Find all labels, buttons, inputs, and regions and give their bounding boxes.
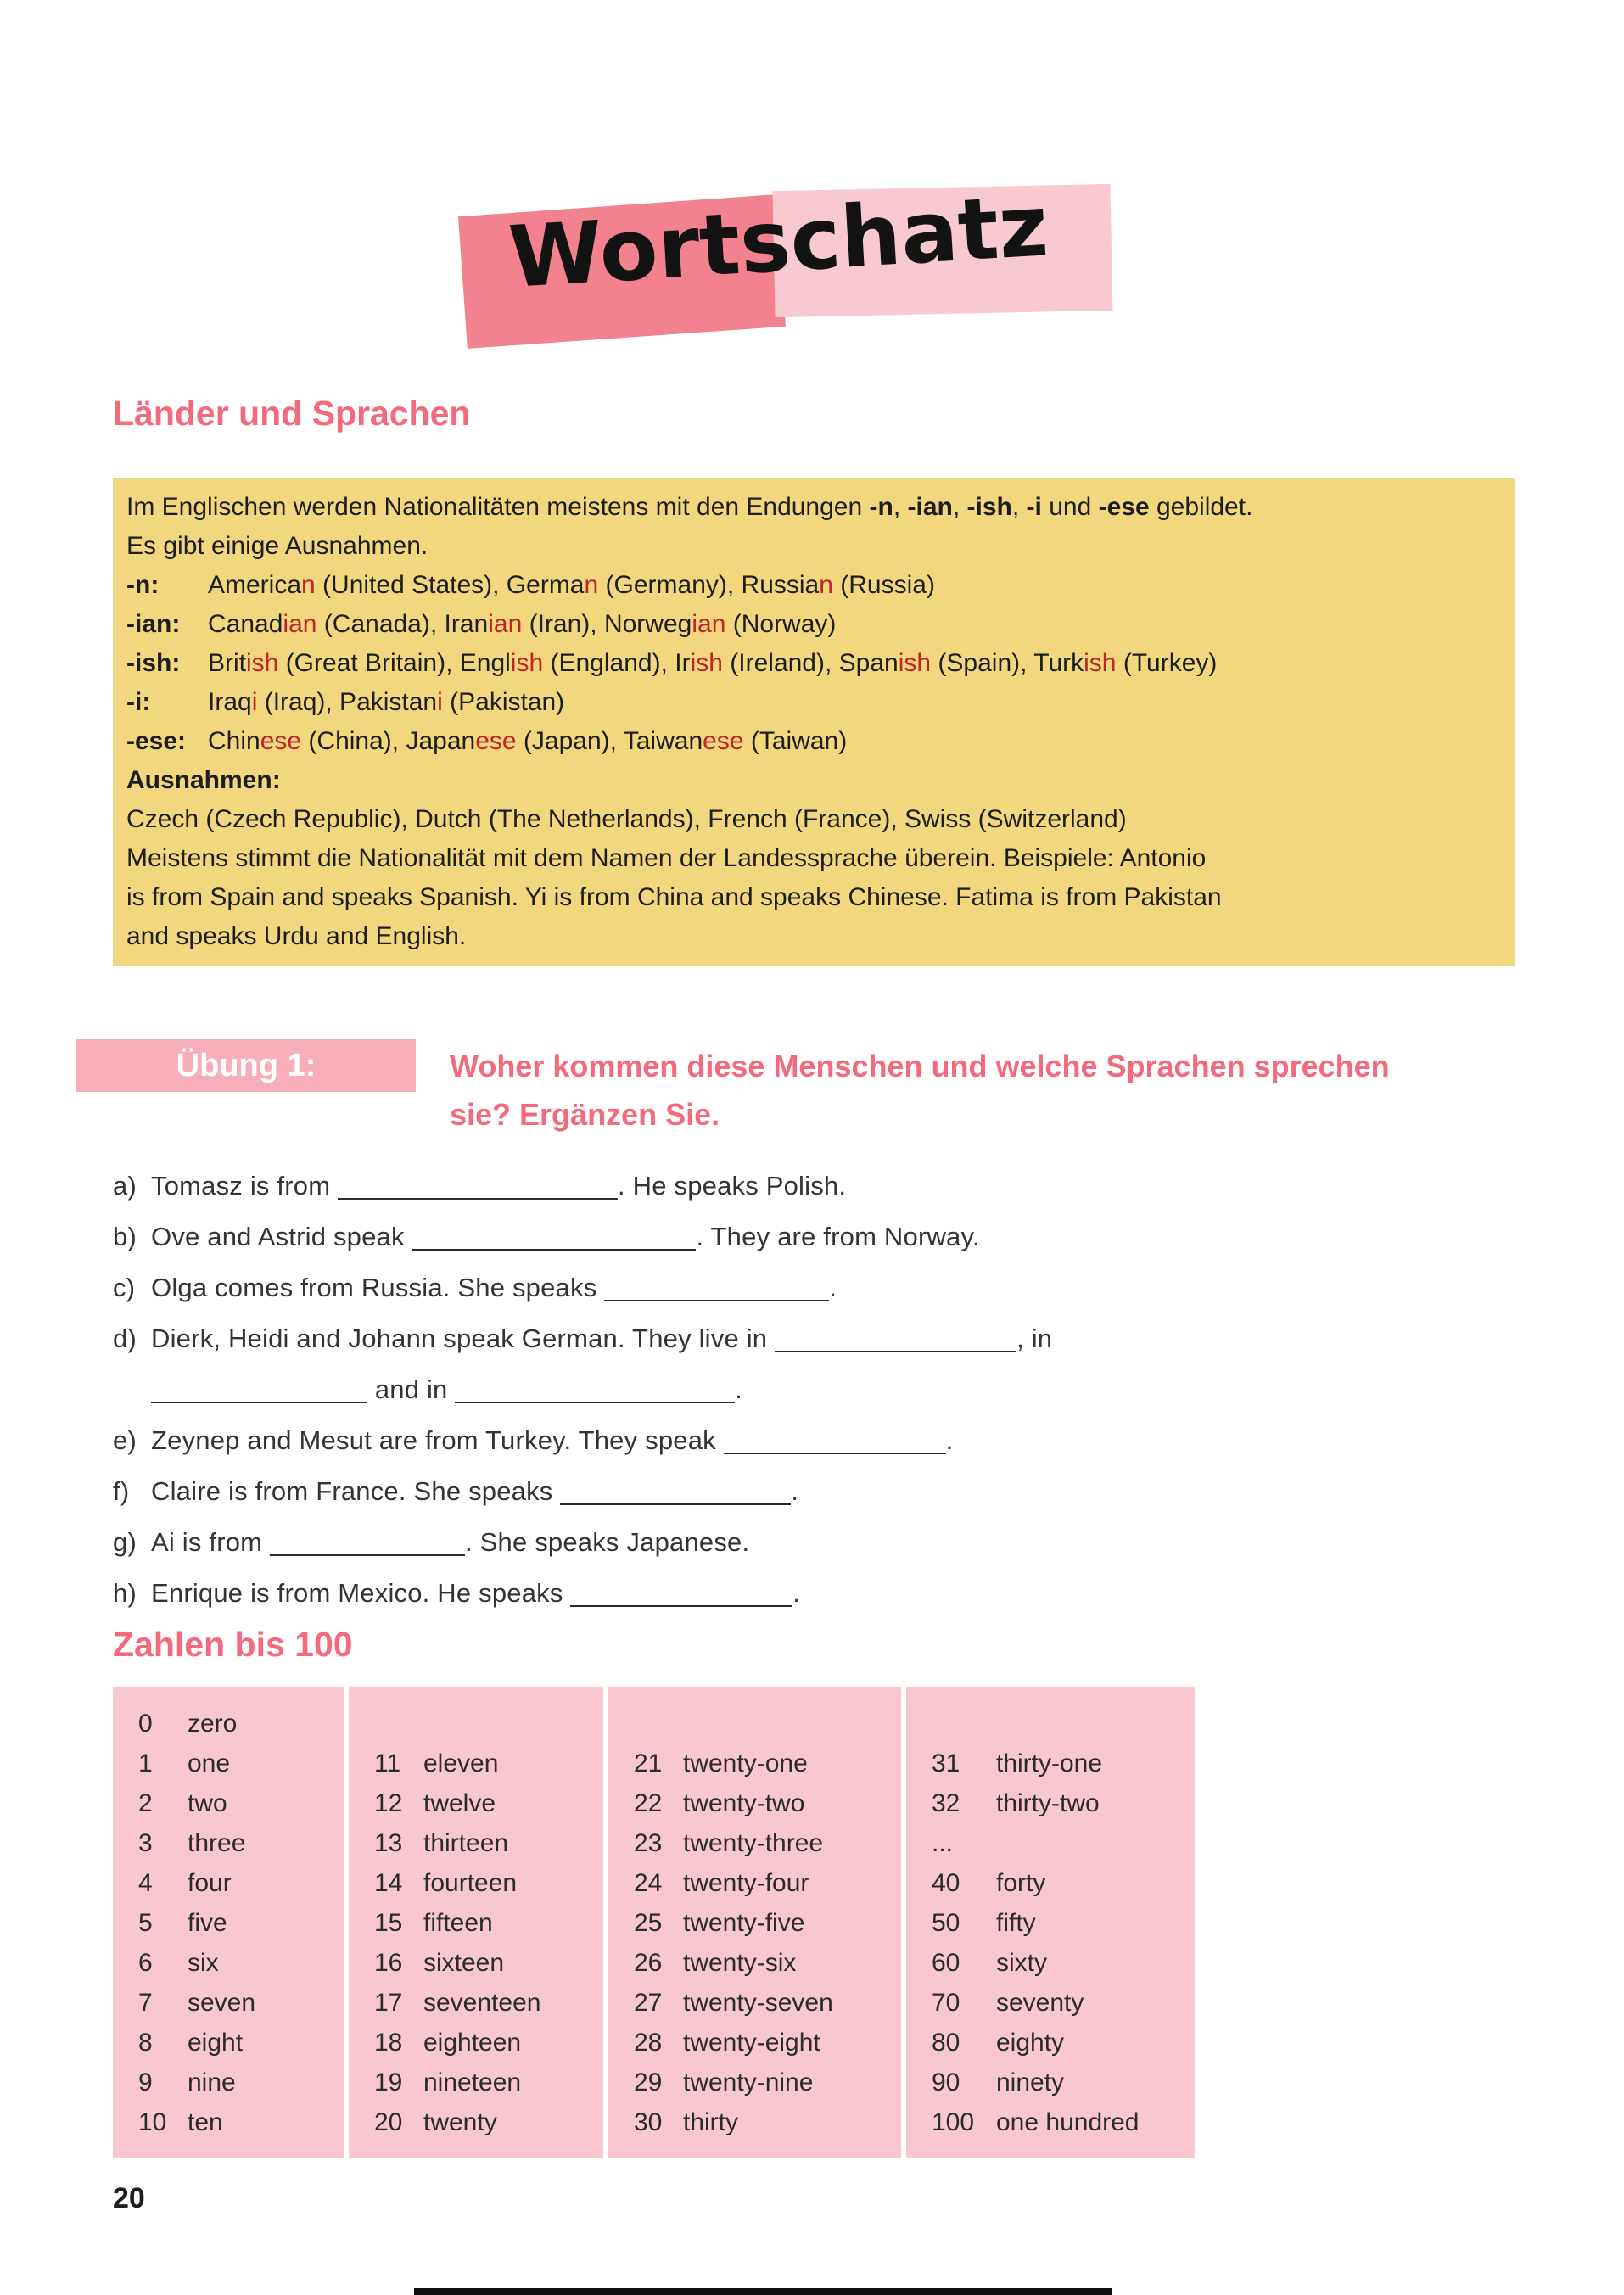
number-row xyxy=(138,1823,344,1863)
exercise-item-text: , in xyxy=(1016,1324,1053,1353)
exercise-1-instruction xyxy=(450,1042,1390,1139)
number-word: twenty xyxy=(423,2108,497,2136)
page-number: 20 xyxy=(113,2182,145,2214)
number-word: twenty-seven xyxy=(683,1989,833,2017)
number-word: twenty-three xyxy=(683,1829,824,1857)
number-row xyxy=(932,1744,1195,1783)
number-value: 27 xyxy=(634,1989,663,2017)
number-row xyxy=(634,1983,901,2023)
number-row xyxy=(932,1983,1195,2023)
number-word: six xyxy=(188,1949,219,1977)
info-row-text: Im Englischen werden Nationalitäten meistens mit den Endungen -n, -ian, -ish, -i und -ese gebildet. xyxy=(126,493,1253,521)
exercise-item-text: . He speaks Polish. xyxy=(618,1171,847,1201)
number-value: 50 xyxy=(932,1909,960,1937)
number-row xyxy=(374,1903,603,1943)
exercise-1-label: Übung 1: xyxy=(176,1047,316,1083)
number-row xyxy=(138,1903,344,1943)
info-row xyxy=(126,722,1501,761)
number-word: eighteen xyxy=(423,2029,522,2057)
number-row xyxy=(138,1744,344,1783)
number-value xyxy=(374,1704,423,1744)
exercise-item-text: . xyxy=(791,1476,799,1506)
number-value: 19 xyxy=(374,2068,403,2096)
fill-in-blank xyxy=(412,1215,696,1251)
info-row xyxy=(126,839,1501,878)
exercise-1-label-box xyxy=(76,1039,416,1092)
info-row xyxy=(126,917,1501,956)
number-value: 26 xyxy=(634,1949,663,1977)
number-value: 90 xyxy=(932,2068,960,2096)
info-row-text: Meistens stimmt die Nationalität mit dem Namen der Landessprache überein. Beispiele: Antonio xyxy=(126,844,1207,872)
number-word: fourteen xyxy=(423,1869,518,1897)
number-word: twenty-nine xyxy=(683,2068,814,2096)
number-row xyxy=(138,1863,344,1903)
exercise-item-text: and in xyxy=(367,1374,456,1404)
numbers-table xyxy=(113,1687,1195,2158)
exercise-item xyxy=(113,1212,1572,1262)
numbers-column xyxy=(906,1687,1195,2158)
info-row xyxy=(126,761,1501,800)
info-row xyxy=(126,644,1501,683)
number-value: 7 xyxy=(138,1989,153,2017)
info-row-text: Czech (Czech Republic), Dutch (The Netherlands), French (France), Swiss (Switzerland) xyxy=(126,805,1127,833)
number-row xyxy=(932,2023,1195,2063)
number-word: eleven xyxy=(423,1749,499,1777)
number-row xyxy=(634,2023,901,2063)
number-row xyxy=(374,1943,603,1983)
number-word: fifteen xyxy=(423,1909,493,1937)
number-value: 60 xyxy=(932,1949,960,1977)
number-row xyxy=(634,1744,901,1783)
exercise-item-label: f) xyxy=(113,1476,130,1506)
number-row xyxy=(634,2063,901,2102)
number-value: 17 xyxy=(374,1989,403,2017)
exercise-item-label: g) xyxy=(113,1527,137,1557)
number-value: 100 xyxy=(932,2108,975,2136)
number-word: seventeen xyxy=(423,1989,541,2017)
exercise-item-text: Zeynep and Mesut are from Turkey. They speak xyxy=(151,1425,724,1455)
numbers-column xyxy=(113,1687,344,2158)
number-word: twenty-two xyxy=(683,1789,805,1817)
number-row xyxy=(932,1704,1195,1744)
fill-in-blank xyxy=(151,1368,367,1403)
number-value: 3 xyxy=(138,1829,153,1857)
number-row xyxy=(138,1783,344,1823)
number-value: 70 xyxy=(932,1989,960,2017)
number-word: nine xyxy=(188,2068,236,2096)
info-row xyxy=(126,488,1501,527)
number-word: seventy xyxy=(996,1989,1084,2017)
number-row xyxy=(932,1783,1195,1823)
numbers-column xyxy=(608,1687,901,2158)
exercise-item-text: Enrique is from Mexico. He speaks xyxy=(151,1578,571,1608)
info-row xyxy=(126,605,1501,644)
number-word: fifty xyxy=(996,1909,1036,1937)
number-value: 31 xyxy=(932,1749,960,1777)
exercise-item xyxy=(113,1415,1572,1466)
number-word: five xyxy=(188,1909,227,1937)
number-row xyxy=(932,2063,1195,2102)
number-row xyxy=(138,2063,344,2102)
number-word: forty xyxy=(996,1869,1046,1897)
number-value: 13 xyxy=(374,1829,403,1857)
number-row xyxy=(634,1704,901,1744)
info-row xyxy=(126,878,1501,917)
exercise-item-text: . xyxy=(945,1425,954,1455)
number-word: thirty-one xyxy=(996,1749,1103,1777)
number-word: twenty-eight xyxy=(683,2029,820,2057)
exercise-item-label: d) xyxy=(113,1324,137,1353)
number-value: 24 xyxy=(634,1869,663,1897)
fill-in-blank xyxy=(775,1317,1016,1352)
number-value: 23 xyxy=(634,1829,663,1857)
number-value: 4 xyxy=(138,1869,153,1897)
number-value: 10 xyxy=(138,2108,167,2136)
info-row-text: Ausnahmen: xyxy=(126,766,281,794)
exercise-item-text: . xyxy=(735,1374,743,1404)
number-word: nineteen xyxy=(423,2068,522,2096)
number-value: 14 xyxy=(374,1869,403,1897)
number-row xyxy=(138,1983,344,2023)
info-row-text: British (Great Britain), English (England), Irish (Ireland), Spanish (Spain), Turkish (Turkey) xyxy=(208,649,1218,677)
number-row xyxy=(932,1823,1195,1863)
number-row xyxy=(932,2102,1195,2142)
number-value: 80 xyxy=(932,2029,960,2057)
info-row xyxy=(126,566,1501,605)
section-heading-laender-und-sprachen: Länder und Sprachen xyxy=(113,394,471,433)
fill-in-blank xyxy=(455,1368,735,1403)
fill-in-blank xyxy=(604,1266,829,1301)
number-word: four xyxy=(188,1869,232,1897)
title-part-schatz: schatz xyxy=(736,176,1051,294)
number-value: 12 xyxy=(374,1789,403,1817)
fill-in-blank xyxy=(338,1164,618,1200)
number-value: 40 xyxy=(932,1869,960,1897)
number-word: seven xyxy=(188,1989,256,2017)
number-row xyxy=(634,2102,901,2142)
number-row xyxy=(374,1744,603,1783)
number-row xyxy=(634,1783,901,1823)
exercise-item-text: Ove and Astrid speak xyxy=(151,1222,412,1251)
number-row xyxy=(374,2102,603,2142)
exercise-list xyxy=(113,1161,1572,1619)
number-value: 22 xyxy=(634,1789,663,1817)
number-word: twenty-four xyxy=(683,1869,809,1897)
grammar-info-box xyxy=(113,478,1515,966)
number-row xyxy=(634,1943,901,1983)
info-row-text: Iraqi (Iraq), Pakistani (Pakistan) xyxy=(208,688,565,716)
numbers-column xyxy=(349,1687,603,2158)
number-value xyxy=(932,1704,996,1744)
number-row xyxy=(374,1783,603,1823)
number-word: thirty xyxy=(683,2108,739,2136)
exercise-item-label: e) xyxy=(113,1425,137,1455)
number-word: one hundred xyxy=(996,2108,1140,2136)
fill-in-blank xyxy=(560,1469,791,1505)
ending-label: -ese: xyxy=(126,727,187,755)
exercise-item xyxy=(113,1517,1572,1568)
number-word: twenty-five xyxy=(683,1909,805,1937)
instruction-line-1: Woher kommen diese Menschen und welche Sprachen sprechen xyxy=(450,1049,1390,1083)
exercise-item-text: Ai is from xyxy=(151,1527,270,1557)
number-row xyxy=(634,1903,901,1943)
info-row-text: American (United States), German (Germany), Russian (Russia) xyxy=(208,571,935,599)
exercise-item xyxy=(113,1364,1572,1415)
exercise-item-label: a) xyxy=(113,1171,137,1201)
number-value: 0 xyxy=(138,1710,153,1738)
number-row xyxy=(374,1823,603,1863)
number-word: ninety xyxy=(996,2068,1065,2096)
fill-in-blank xyxy=(724,1419,946,1454)
number-row xyxy=(374,1704,603,1744)
number-row xyxy=(138,1704,344,1744)
number-row xyxy=(634,1823,901,1863)
exercise-item xyxy=(113,1262,1572,1313)
number-value: 21 xyxy=(634,1749,663,1777)
number-value: 16 xyxy=(374,1949,403,1977)
exercise-item-text: Claire is from France. She speaks xyxy=(151,1476,561,1506)
title-part-wort: Wort xyxy=(506,193,743,307)
ending-label: -ian: xyxy=(126,610,181,638)
number-value: 28 xyxy=(634,2029,663,2057)
number-word: twelve xyxy=(423,1789,496,1817)
number-word: thirteen xyxy=(423,1829,509,1857)
number-value: 11 xyxy=(374,1749,401,1777)
exercise-item-text: Dierk, Heidi and Johann speak German. They live in xyxy=(151,1324,776,1353)
info-row xyxy=(126,683,1501,722)
number-value: 2 xyxy=(138,1789,153,1817)
ending-label: -i: xyxy=(126,688,151,716)
number-value: 15 xyxy=(374,1909,403,1937)
section-heading-zahlen-bis-100: Zahlen bis 100 xyxy=(113,1625,353,1664)
number-row xyxy=(138,1943,344,1983)
ending-label: -n: xyxy=(126,571,160,599)
info-row xyxy=(126,527,1501,566)
number-value xyxy=(634,1704,683,1744)
number-value: 29 xyxy=(634,2068,663,2096)
number-value: 6 xyxy=(138,1949,153,1977)
instruction-line-2: sie? Ergänzen Sie. xyxy=(450,1097,720,1132)
number-value: 18 xyxy=(374,2029,403,2057)
number-row xyxy=(932,1863,1195,1903)
info-row xyxy=(126,800,1501,839)
number-word: one xyxy=(188,1749,231,1777)
ending-label: -ish: xyxy=(126,649,181,677)
exercise-item xyxy=(113,1161,1572,1212)
number-row xyxy=(138,2023,344,2063)
info-row-text: Chinese (China), Japanese (Japan), Taiwanese (Taiwan) xyxy=(208,727,848,755)
number-value: 1 xyxy=(138,1749,153,1777)
number-word: two xyxy=(188,1789,227,1817)
number-value: 30 xyxy=(634,2108,663,2136)
number-word: zero xyxy=(188,1710,238,1738)
info-box-rows xyxy=(126,488,1501,956)
number-row xyxy=(932,1903,1195,1943)
number-row xyxy=(374,1863,603,1903)
number-row xyxy=(932,1943,1195,1983)
number-word: twenty-six xyxy=(683,1949,797,1977)
exercise-item-text: . xyxy=(829,1273,837,1302)
number-value: 5 xyxy=(138,1909,153,1937)
number-value: ... xyxy=(932,1829,954,1857)
fill-in-blank xyxy=(270,1520,465,1556)
exercise-item xyxy=(113,1466,1572,1517)
number-word: twenty-one xyxy=(683,1749,808,1777)
fill-in-blank xyxy=(570,1571,792,1607)
exercise-item-label: c) xyxy=(113,1273,136,1302)
exercise-item-text: . xyxy=(792,1578,801,1608)
exercise-item-label: h) xyxy=(113,1578,137,1608)
info-row-text: Canadian (Canada), Iranian (Iran), Norwegian (Norway) xyxy=(208,610,837,638)
number-value: 9 xyxy=(138,2068,153,2096)
exercise-item-text: . She speaks Japanese. xyxy=(465,1527,750,1557)
exercise-item xyxy=(113,1568,1572,1619)
number-word: sixty xyxy=(996,1949,1047,1977)
number-row xyxy=(374,2023,603,2063)
number-word: thirty-two xyxy=(996,1789,1100,1817)
number-value: 8 xyxy=(138,2029,153,2057)
bottom-edge-bar xyxy=(414,2288,1112,2295)
number-word: eighty xyxy=(996,2029,1065,2057)
info-row-text: Es gibt einige Ausnahmen. xyxy=(126,532,428,560)
number-value: 32 xyxy=(932,1789,960,1817)
info-row-text: and speaks Urdu and English. xyxy=(126,922,467,950)
exercise-item-text: . They are from Norway. xyxy=(696,1222,980,1251)
number-value: 20 xyxy=(374,2108,403,2136)
exercise-item-text: Olga comes from Russia. She speaks xyxy=(151,1273,605,1302)
exercise-item-text: Tomasz is from xyxy=(151,1171,339,1201)
number-row xyxy=(374,1983,603,2023)
exercise-item-label: b) xyxy=(113,1222,137,1251)
number-word: ten xyxy=(188,2108,223,2136)
number-row xyxy=(374,2063,603,2102)
number-row xyxy=(634,1863,901,1903)
info-row-text: is from Spain and speaks Spanish. Yi is from China and speaks Chinese. Fatima is from Pakistan xyxy=(126,883,1222,911)
number-word: eight xyxy=(188,2029,244,2057)
number-word: three xyxy=(188,1829,246,1857)
exercise-item xyxy=(113,1313,1572,1364)
number-row xyxy=(138,2102,344,2142)
number-value: 25 xyxy=(634,1909,663,1937)
number-word: sixteen xyxy=(423,1949,505,1977)
